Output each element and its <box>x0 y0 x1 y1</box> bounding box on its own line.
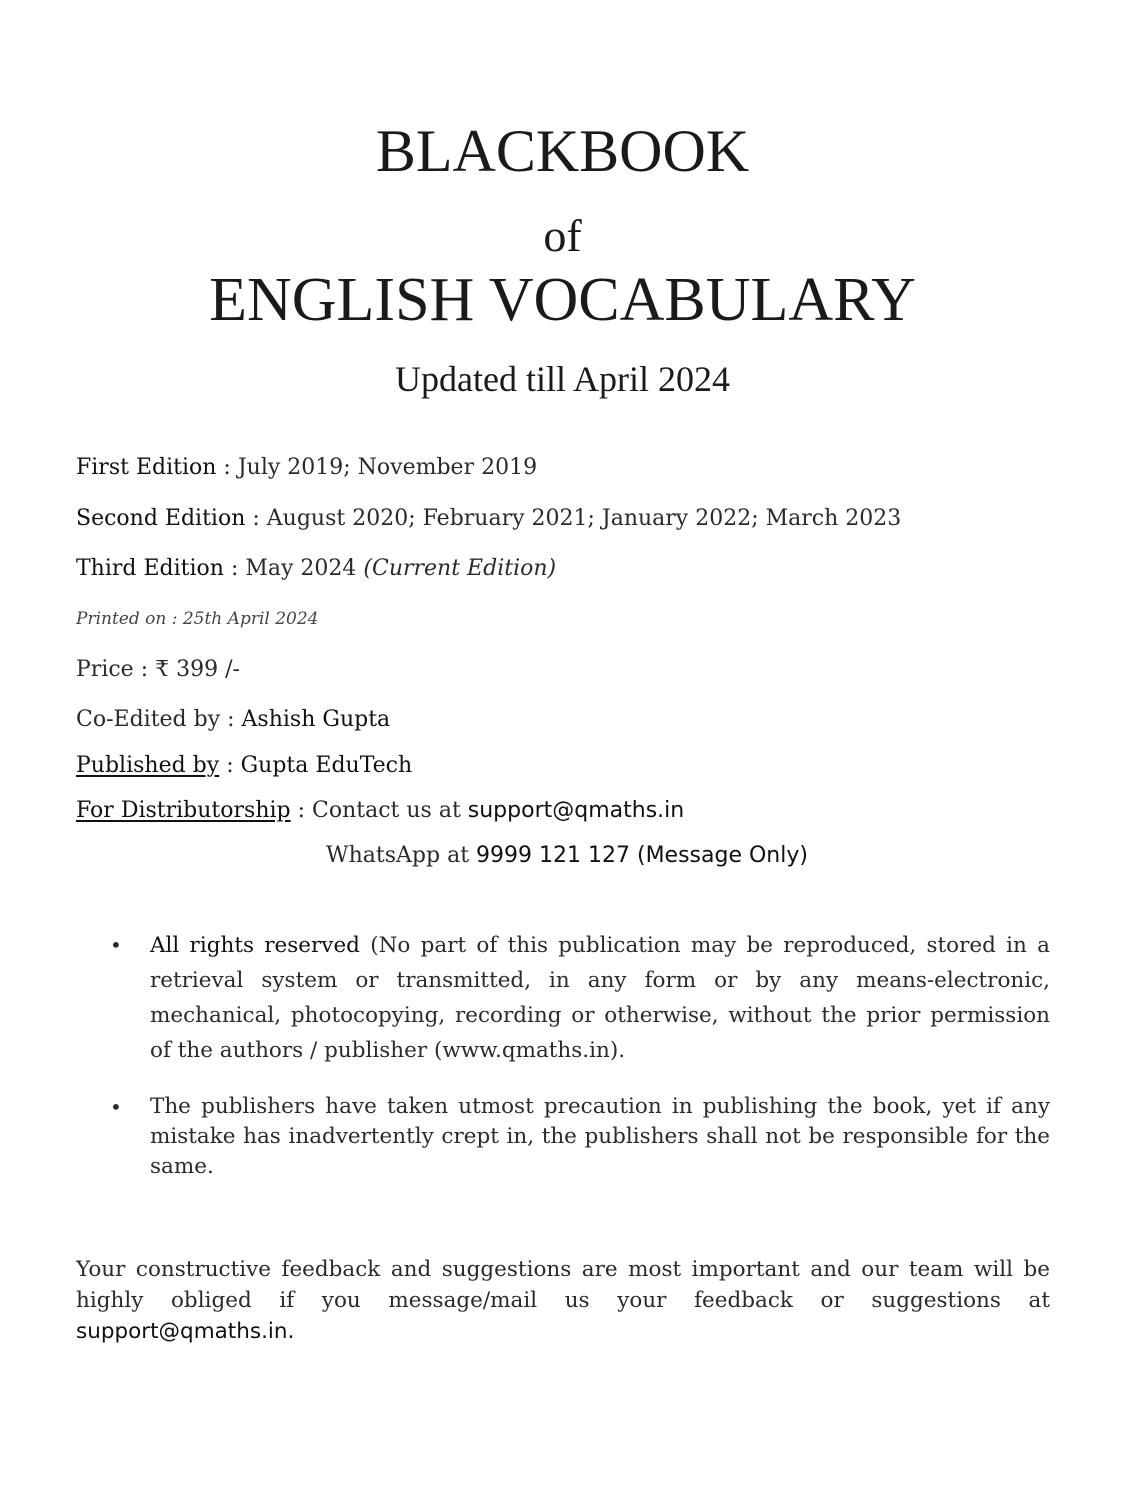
second-edition-label: Second Edition <box>76 506 246 531</box>
co-edited-value: Ashish Gupta <box>241 707 391 732</box>
co-edited-row <box>76 706 390 734</box>
second-edition-row <box>76 505 901 533</box>
third-edition-label: Third Edition <box>76 556 224 581</box>
third-edition-value: May 2024 <box>245 556 364 581</box>
bullet-dot-icon: • <box>110 1095 122 1119</box>
bullet-disclaimer <box>110 1092 1050 1182</box>
first-edition-row <box>76 454 537 482</box>
rights-text: (No part of this publication may be reproduced, stored in a retrieval system or transmitted, in any form or by any means-electronic, mechanical, photocopying, recording or otherwise, without the prior permission of the authors / publisher (www.qmaths.in). <box>150 933 1050 1063</box>
distributorship-email[interactable]: support@qmaths.in <box>467 798 685 823</box>
whatsapp-row <box>326 842 808 870</box>
whatsapp-value: 9999 121 127 (Message Only) <box>476 843 808 868</box>
disclaimer-bullet-list <box>110 1092 1050 1182</box>
price: Price : ₹ 399 /- <box>76 657 240 682</box>
distributorship-row <box>76 797 684 825</box>
published-row <box>76 752 412 780</box>
bullet-dot-icon: • <box>110 933 122 957</box>
subtitle-updated: Updated till April 2024 <box>395 359 730 399</box>
third-edition-sep: : <box>223 556 246 581</box>
distributorship-label: For Distributorship <box>76 798 291 823</box>
printed-on: Printed on : 25th April 2024 <box>76 609 319 629</box>
distributorship-sep: : <box>290 798 313 823</box>
first-edition-sep: : <box>216 455 238 480</box>
second-edition-value: August 2020; February 2021; January 2022; March 2023 <box>266 506 902 531</box>
rights-bullet-list <box>110 928 1050 1068</box>
feedback-paragraph <box>76 1254 1050 1347</box>
feedback-email[interactable]: support@qmaths.in. <box>76 1319 295 1344</box>
disclaimer-text: The publishers have taken utmost precaution in publishing the book, yet if any mistake has inadvertently crept in, the publishers shall not be responsible for the same. <box>150 1094 1050 1179</box>
published-sep: : <box>219 753 241 778</box>
first-edition-label: First Edition <box>76 455 217 480</box>
bullet-rights-reserved <box>110 928 1050 1068</box>
first-edition-value: July 2019; November 2019 <box>237 455 538 480</box>
rights-bold: All rights reserved <box>150 933 360 958</box>
title-english-vocabulary: ENGLISH VOCABULARY <box>209 266 916 334</box>
published-label: Published by <box>76 753 220 778</box>
published-value: Gupta EduTech <box>240 753 413 778</box>
third-edition-row <box>76 555 556 583</box>
whatsapp-prefix: WhatsApp at <box>326 843 477 868</box>
title-of: of <box>543 210 582 261</box>
co-edited-label: Co-Edited by : <box>76 707 242 732</box>
title-blackbook: BLACKBOOK <box>375 118 750 184</box>
feedback-line-1: Your constructive feedback and suggestions are most important and our team will be <box>76 1257 1050 1282</box>
third-edition-note: (Current Edition) <box>363 556 557 581</box>
distributorship-contact-prefix: Contact us at <box>312 798 468 823</box>
second-edition-sep: : <box>245 506 267 531</box>
feedback-line-2: highly obliged if you message/mail us your feedback or suggestions at <box>76 1288 1050 1313</box>
